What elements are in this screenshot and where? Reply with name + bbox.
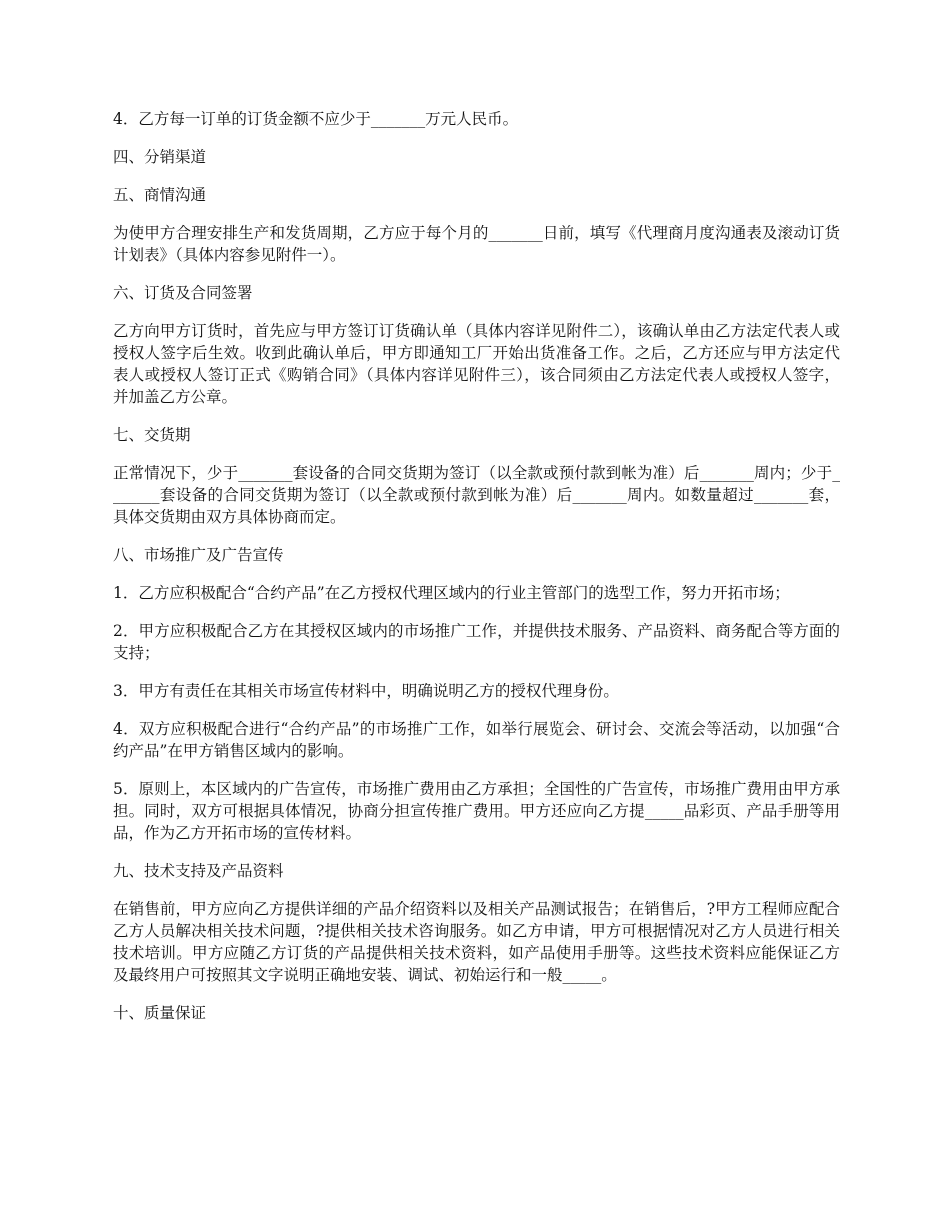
section-heading-communication: 五、商情沟通 [113,186,207,204]
paragraph-technical-support: 在销售前，甲方应向乙方提供详细的产品介绍资料以及相关产品测试报告；在销售后，?甲方工程师应配合乙方人员解决相关技术问题，?提供相关技术咨询服务。如乙方申请，甲方可根据情况对乙方人员进行相关技术培训。甲方应随乙方订货的产品提供相关技术资料，如产品使用手册等。这些技术资料应能保证乙方及最终用户可按照其文字说明正确地安装、调试、初始运行和一般_____。 [113,900,840,984]
section-heading-delivery: 七、交货期 [113,426,191,444]
section-heading-marketing: 八、市场推广及广告宣传 [113,546,284,564]
document-page [113,108,840,1040]
clause-order-minimum: 4．乙方每一订单的订货金额不应少于_______万元人民币。 [113,110,519,128]
section-heading-technical-support: 九、技术支持及产品资料 [113,862,284,880]
marketing-item-5: 5．原则上，本区域内的广告宣传，市场推广费用由乙方承担；全国性的广告宣传，市场推广费用由甲方承担。同时，双方可根据具体情况，协商分担宣传推广费用。甲方还应向乙方提_____品彩页、产品手册等用品，作为乙方开拓市场的宣传材料。 [113,780,840,842]
section-heading-ordering: 六、订货及合同签署 [113,284,253,302]
marketing-item-2: 2．甲方应积极配合乙方在其授权区域内的市场推广工作，并提供技术服务、产品资料、商务配合等方面的支持； [113,622,840,662]
paragraph-communication: 为使甲方合理安排生产和发货周期，乙方应于每个月的_______日前，填写《代理商月度沟通表及滚动订货计划表》（具体内容参见附件一）。 [113,224,840,264]
paragraph-ordering: 乙方向甲方订货时，首先应与甲方签订订货确认单（具体内容详见附件二），该确认单由乙方法定代表人或授权人签字后生效。收到此确认单后，甲方即通知工厂开始出货准备工作。之后，乙方还应与甲方法定代表人或授权人签订正式《购销合同》（具体内容详见附件三），该合同须由乙方法定代表人或授权人签字，并加盖乙方公章。 [113,322,840,406]
marketing-item-4: 4．双方应积极配合进行“合约产品”的市场推广工作，如举行展览会、研讨会、交流会等活动，以加强“合约产品”在甲方销售区域内的影响。 [113,720,840,760]
marketing-item-1: 1．乙方应积极配合“合约产品”在乙方授权代理区域内的行业主管部门的选型工作，努力开拓市场； [113,584,790,602]
marketing-item-3: 3．甲方有责任在其相关市场宣传材料中，明确说明乙方的授权代理身份。 [113,682,619,700]
section-heading-quality: 十、质量保证 [113,1004,207,1022]
section-heading-distribution: 四、分销渠道 [113,148,207,166]
paragraph-delivery: 正常情况下，少于_______套设备的合同交货期为签订（以全款或预付款到帐为准）后_______周内；少于_______套设备的合同交货期为签订（以全款或预付款到帐为准）后_______周内。如数量超过_______套，具体交货期由双方具体协商而定。 [113,464,840,526]
